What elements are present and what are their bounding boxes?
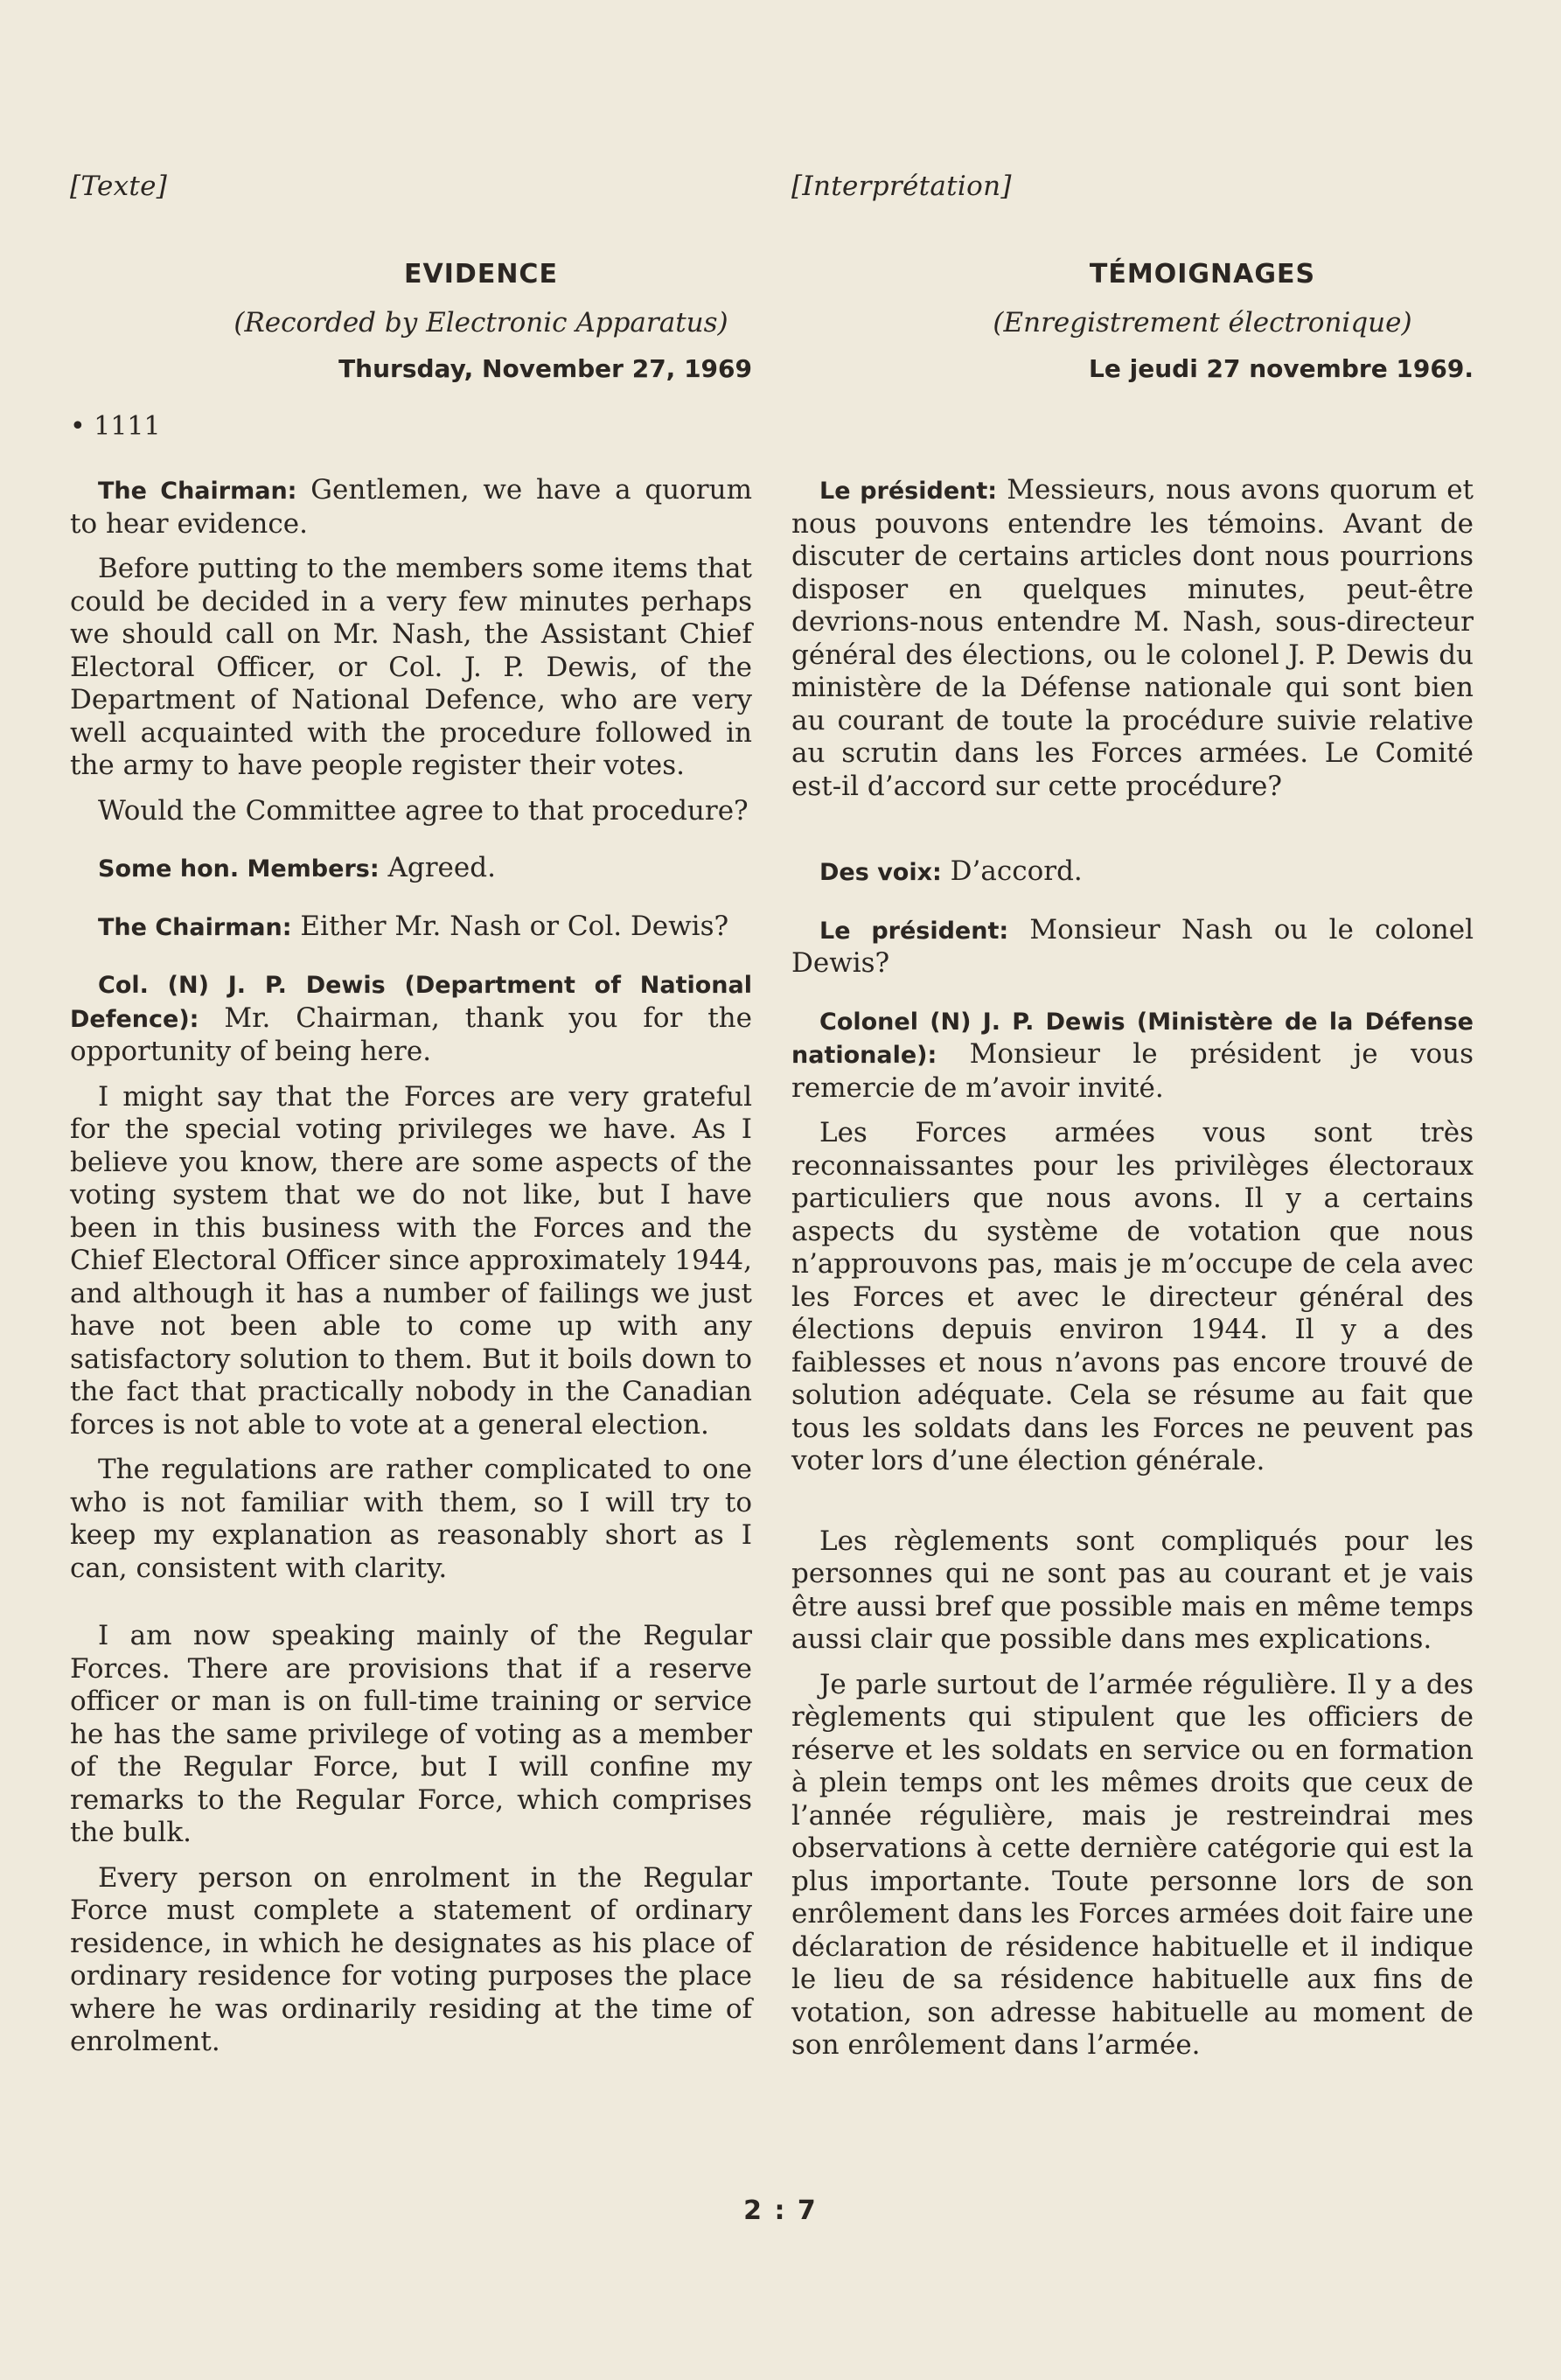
paragraph: I might say that the Forces are very grateful for the special voting privileges we have. As I believe you know, there are some aspects of the voting system that we do not like, but I have been in this business with the Forces and the Chief Electoral Officer since approximately 1944, and although it has a number of failings we just have not been able to come up with any satisfactory solution to them. But it boils down to the fact that practically nobody in the Canadian forces is not able to vote at a general election. <box>70 1080 752 1441</box>
speaker-name: Le président: <box>819 478 998 505</box>
marker-spacer <box>791 411 1474 443</box>
page-number: 2 : 7 <box>743 2195 818 2226</box>
paragraph-text: Messieurs, nous avons quorum et nous pouvons entendre les témoins. Avant de discuter de certains articles dont nous pourrions disposer en quelques minutes, peut-être devrions-nous entendre M. Nash, sous-directeur général des élections, ou le colonel J. P. Dewis du ministère de la Défense nationale qui sont bien au courant de toute la procédure suivie relative au scrutin dans les Forces armées. Le Comité est-il d’accord sur cette procédure? <box>791 474 1474 802</box>
paragraph: Je parle surtout de l’armée régulière. Il y a des règlements qui stipulent que les officiers de réserve et les soldats en service ou en formation à plein temps ont les mêmes droits que ceux de l’année régulière, mais je restreindrai mes observations à cette dernière catégorie qui est la plus importante. Toute personne lors de son enrôlement dans les Forces armées doit faire une déclaration de résidence habituelle et il indique le lieu de sa résidence habituelle aux fins de votation, son adresse habituelle au moment de son enrôlement dans l’armée. <box>791 1668 1474 2061</box>
paragraph-text: Gentlemen, we have a quorum to hear evidence. <box>70 474 752 540</box>
recording-note: (Recorded by Electronic Apparatus) <box>233 307 728 339</box>
session-date: Thursday, November 27, 1969 <box>338 354 752 383</box>
speaker-name: Colonel (N) J. P. Dewis (Ministère de la Défense nationale): <box>791 1008 1474 1069</box>
speaker-name: Col. (N) J. P. Dewis (Department of National Defence): <box>70 972 752 1033</box>
speaker-name: Some hon. Members: <box>98 855 380 883</box>
paragraph: Les Forces armées vous sont très reconnaissantes pour les privilèges électoraux particuliers que nous avons. Il y a certains aspects du système de votation que nous n’approuvons pas, mais je m’occupe de cela avec les Forces et avec le directeur général des élections depuis environ 1944. Il y a des faiblesses et nous n’avons pas encore trouvé de solution adéquate. Cela se résume au fait que tous les soldats dans les Forces ne peuvent pas voter lors d’une élection générale. <box>791 1117 1474 1476</box>
paragraph: Les règlements sont compliqués pour les personnes qui ne sont pas au courant et je vais être aussi bref que possible mais en même temps aussi clair que possible dans mes explications. <box>791 1525 1474 1655</box>
paragraph-president-opening <box>791 474 1474 803</box>
paragraph-text: D’accord. <box>941 855 1083 887</box>
paragraph-chairman-question <box>70 911 752 945</box>
paragraph-text: Agreed. <box>379 852 496 883</box>
paragraph: I am now speaking mainly of the Regular Forces. There are provisions that if a reserve officer or man is on full-time training or service he has the same privilege of voting as a member of the Regular Force, but I will confine my remarks to the Regular Force, which comprises the bulk. <box>70 1620 752 1848</box>
paragraph-text: Either Mr. Nash or Col. Dewis? <box>291 910 729 942</box>
paragraph: Would the Committee agree to that procedure? <box>98 794 749 827</box>
recording-note: (Enregistrement électronique) <box>993 307 1412 339</box>
french-column <box>791 171 1474 2075</box>
english-column <box>70 171 752 2071</box>
temoignages-heading: TÉMOIGNAGES <box>1089 259 1316 290</box>
speaker-name: The Chairman: <box>98 478 297 505</box>
text-label: [Texte] <box>70 171 168 202</box>
interpretation-label: [Interprétation] <box>791 171 1012 202</box>
session-date: Le jeudi 27 novembre 1969. <box>1089 354 1474 383</box>
time-marker: • 1111 <box>70 411 161 442</box>
paragraph-dewis-intro <box>70 968 752 1069</box>
paragraph-text: Monsieur Nash ou le colonel Dewis? <box>791 913 1474 979</box>
speaker-name: Des voix: <box>819 859 942 886</box>
paragraph-members-agree <box>70 852 752 886</box>
paragraph-chairman-opening <box>70 474 752 541</box>
paragraph-voices-agree <box>791 855 1474 890</box>
paragraph: Before putting to the members some items that could be decided in a very few minutes perhaps we should call on Mr. Nash, the Assistant Chief Electoral Officer, or Col. J. P. Dewis, of the Department of National Defence, who are very well acquainted with the procedure followed in the army to have people register their votes. <box>70 553 752 781</box>
paragraph: Every person on enrolment in the Regular Force must complete a statement of ordinary residence, in which he designates as his place of ordinary residence for voting purposes the place where he was ordinarily residing at the time of enrolment. <box>70 1861 752 2057</box>
paragraph-president-question <box>791 914 1474 981</box>
paragraph-text: Mr. Chairman, thank you for the opportunity of being here. <box>70 1002 752 1067</box>
speaker-name: Le président: <box>819 917 1009 945</box>
evidence-heading: EVIDENCE <box>404 259 558 290</box>
paragraph-dewis-intro <box>791 1005 1474 1106</box>
paragraph: The regulations are rather complicated to one who is not familiar with them, so I will try to keep my explanation as reasonably short as I can, consistent with clarity. <box>70 1454 752 1584</box>
paragraph-text: Monsieur le président je vous remercie de m’avoir invité. <box>791 1038 1474 1104</box>
speaker-name: The Chairman: <box>98 913 292 941</box>
